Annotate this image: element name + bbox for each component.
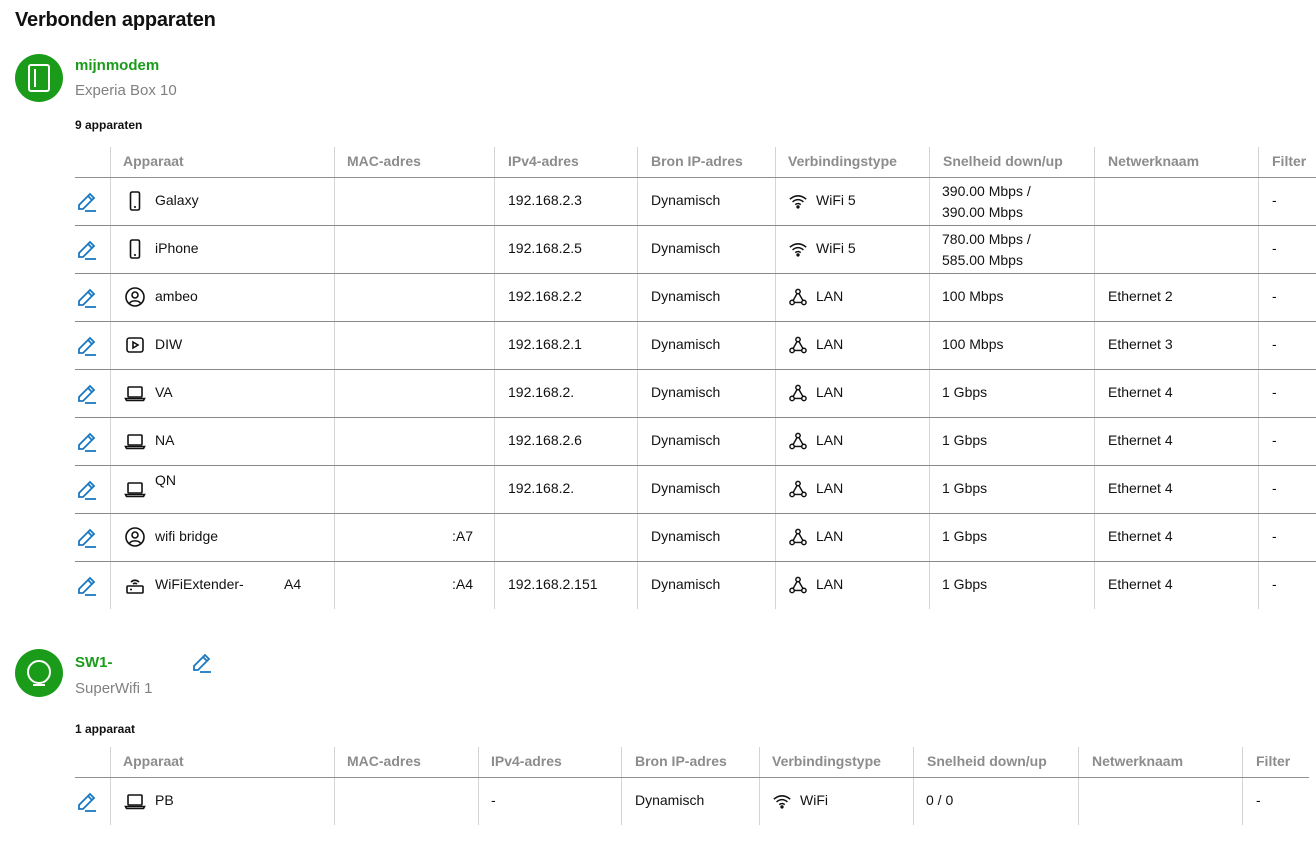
column-header-device[interactable]: Apparaat	[123, 753, 184, 769]
connection-type: LAN	[816, 432, 844, 448]
column-separator	[913, 778, 914, 825]
column-separator	[110, 747, 111, 777]
column-separator	[775, 514, 776, 561]
laptop-icon	[124, 382, 146, 404]
column-separator	[494, 466, 495, 513]
wifi-icon	[788, 239, 808, 259]
column-header-filter[interactable]: Filter	[1272, 153, 1307, 169]
filter-status: -	[1256, 792, 1261, 808]
edit-icon[interactable]	[76, 286, 98, 308]
column-separator	[929, 226, 930, 273]
column-separator	[1094, 322, 1095, 369]
laptop-icon	[124, 430, 146, 452]
speed-down-up: 100 Mbps	[942, 288, 1004, 304]
column-separator	[1242, 778, 1243, 825]
person-icon	[124, 526, 146, 548]
filter-status: -	[1272, 576, 1277, 592]
ip-source: Dynamisch	[651, 240, 721, 256]
header-divider	[75, 777, 1309, 778]
column-separator	[929, 370, 930, 417]
column-separator	[637, 147, 638, 177]
row-divider	[75, 273, 1316, 274]
device-name: DIW	[155, 336, 183, 352]
connection-type: LAN	[816, 576, 844, 592]
speed-down: 390.00 Mbps /	[942, 183, 1031, 199]
speed-down-up: 1 Gbps	[942, 432, 988, 448]
column-separator	[1258, 147, 1259, 177]
device-name: ambeo	[155, 288, 198, 304]
column-separator	[110, 226, 111, 273]
column-separator	[110, 466, 111, 513]
lan-icon	[788, 527, 808, 547]
column-header-conn[interactable]: Verbindingstype	[788, 153, 897, 169]
mac-address: :A7	[452, 528, 474, 544]
column-separator	[334, 418, 335, 465]
modem-device-icon	[15, 54, 63, 102]
modem-name: mijnmodem	[75, 57, 160, 74]
device-name: QN	[155, 472, 176, 488]
column-separator	[494, 178, 495, 225]
edit-icon[interactable]	[76, 238, 98, 260]
column-separator	[110, 322, 111, 369]
mac-address: :A4	[452, 576, 474, 592]
column-separator	[637, 562, 638, 609]
edit-icon[interactable]	[76, 574, 98, 596]
column-separator	[494, 514, 495, 561]
network-name: Ethernet 4	[1108, 384, 1173, 400]
ipv4-address: 192.168.2.5	[508, 240, 582, 256]
column-separator	[637, 226, 638, 273]
filter-status: -	[1272, 432, 1277, 448]
column-separator	[1094, 274, 1095, 321]
column-separator	[775, 466, 776, 513]
superwifi-model: SuperWifi 1	[75, 680, 153, 697]
connection-type: LAN	[816, 288, 844, 304]
column-separator	[637, 274, 638, 321]
phone-icon	[124, 190, 146, 212]
column-separator	[478, 747, 479, 777]
ipv4-address: 192.168.2.3	[508, 192, 582, 208]
column-separator	[1258, 562, 1259, 609]
column-separator	[637, 178, 638, 225]
column-separator	[929, 322, 930, 369]
column-separator	[334, 178, 335, 225]
device-name: PB	[155, 792, 174, 808]
column-separator	[110, 178, 111, 225]
column-header-network[interactable]: Netwerknaam	[1108, 153, 1200, 169]
column-separator	[759, 778, 760, 825]
column-separator	[110, 514, 111, 561]
column-separator	[929, 562, 930, 609]
column-separator	[775, 370, 776, 417]
modem-device-count: 9 apparaten	[75, 118, 143, 132]
edit-icon[interactable]	[76, 190, 98, 212]
column-separator	[334, 466, 335, 513]
row-divider	[75, 513, 1316, 514]
device-name: iPhone	[155, 240, 199, 256]
column-separator	[110, 562, 111, 609]
device-name: WiFiExtender-	[155, 576, 244, 592]
connection-type: LAN	[816, 480, 844, 496]
column-separator	[775, 178, 776, 225]
speed-down-up: 1 Gbps	[942, 384, 988, 400]
column-separator	[1094, 178, 1095, 225]
speed-down-up: 0 / 0	[926, 792, 954, 808]
column-separator	[1094, 562, 1095, 609]
lan-icon	[788, 431, 808, 451]
speed-down-up: 1 Gbps	[942, 528, 988, 544]
edit-icon[interactable]	[76, 334, 98, 356]
column-header-conn[interactable]: Verbindingstype	[772, 753, 881, 769]
column-separator	[494, 562, 495, 609]
person-icon	[124, 286, 146, 308]
ipv4-address: 192.168.2.1	[508, 336, 582, 352]
ipv4-address: 192.168.2.151	[508, 576, 598, 592]
column-separator	[334, 147, 335, 177]
ip-source: Dynamisch	[651, 480, 721, 496]
column-separator	[110, 370, 111, 417]
column-separator	[637, 322, 638, 369]
ipv4-address: 192.168.2.2	[508, 288, 582, 304]
column-separator	[494, 322, 495, 369]
ip-source: Dynamisch	[651, 432, 721, 448]
wifi-icon	[788, 191, 808, 211]
filter-status: -	[1272, 192, 1277, 208]
device-name: Galaxy	[155, 192, 199, 208]
column-separator	[913, 747, 914, 777]
filter-status: -	[1272, 528, 1277, 544]
speed-down: 780.00 Mbps /	[942, 231, 1031, 247]
network-name: Ethernet 4	[1108, 528, 1173, 544]
laptop-icon	[124, 478, 146, 500]
filter-status: -	[1272, 240, 1277, 256]
lan-icon	[788, 383, 808, 403]
ipv4-address: 192.168.2.	[508, 384, 575, 400]
superwifi-edit-icon[interactable]	[191, 651, 213, 673]
column-separator	[637, 514, 638, 561]
column-separator	[1094, 514, 1095, 561]
connection-type: WiFi 5	[816, 240, 856, 256]
network-name: Ethernet 3	[1108, 336, 1173, 352]
column-separator	[759, 747, 760, 777]
column-separator	[929, 178, 930, 225]
column-separator	[1258, 466, 1259, 513]
ip-source: Dynamisch	[651, 384, 721, 400]
column-header-source[interactable]: Bron IP-adres	[651, 153, 743, 169]
column-separator	[929, 418, 930, 465]
superwifi-device-count: 1 apparaat	[75, 722, 136, 736]
column-separator	[1094, 370, 1095, 417]
column-separator	[775, 562, 776, 609]
ipv4-address: -	[491, 792, 496, 808]
column-separator	[1094, 466, 1095, 513]
column-header-device[interactable]: Apparaat	[123, 153, 184, 169]
column-separator	[334, 778, 335, 825]
filter-status: -	[1272, 384, 1277, 400]
ip-source: Dynamisch	[651, 192, 721, 208]
column-separator	[1242, 747, 1243, 777]
column-header-ip[interactable]: IPv4-adres	[491, 753, 562, 769]
connection-type: WiFi	[800, 792, 828, 808]
lan-icon	[788, 479, 808, 499]
column-header-mac[interactable]: MAC-adres	[347, 753, 421, 769]
speed-down-up: 100 Mbps	[942, 336, 1004, 352]
column-separator	[334, 562, 335, 609]
filter-status: -	[1272, 480, 1277, 496]
column-separator	[1258, 322, 1259, 369]
edit-icon[interactable]	[76, 382, 98, 404]
ip-source: Dynamisch	[651, 576, 721, 592]
device-name: wifi bridge	[155, 528, 219, 544]
column-separator	[1258, 274, 1259, 321]
edit-icon[interactable]	[76, 430, 98, 452]
column-separator	[637, 370, 638, 417]
column-separator	[1078, 747, 1079, 777]
column-separator	[494, 418, 495, 465]
column-separator	[334, 370, 335, 417]
laptop-icon	[124, 790, 146, 812]
column-separator	[1258, 370, 1259, 417]
column-separator	[1258, 178, 1259, 225]
filter-status: -	[1272, 288, 1277, 304]
column-separator	[478, 778, 479, 825]
network-name: Ethernet 4	[1108, 432, 1173, 448]
column-separator	[334, 274, 335, 321]
row-divider	[75, 321, 1316, 322]
ip-source: Dynamisch	[651, 336, 721, 352]
modem-model: Experia Box 10	[75, 82, 177, 99]
device-name-suffix: A4	[284, 576, 302, 592]
ipv4-address: 192.168.2.6	[508, 432, 582, 448]
column-separator	[334, 226, 335, 273]
speed-down-up	[942, 229, 1031, 271]
column-separator	[775, 147, 776, 177]
column-separator	[494, 370, 495, 417]
column-header-source[interactable]: Bron IP-adres	[635, 753, 727, 769]
ip-source: Dynamisch	[651, 288, 721, 304]
column-separator	[110, 778, 111, 825]
device-name: NA	[155, 432, 175, 448]
column-separator	[929, 514, 930, 561]
device-name: VA	[155, 384, 173, 400]
column-separator	[775, 226, 776, 273]
network-name: Ethernet 4	[1108, 480, 1173, 496]
ip-source: Dynamisch	[651, 528, 721, 544]
column-separator	[110, 147, 111, 177]
connection-type: LAN	[816, 384, 844, 400]
lan-icon	[788, 335, 808, 355]
edit-icon[interactable]	[76, 526, 98, 548]
edit-icon[interactable]	[76, 478, 98, 500]
row-divider	[75, 369, 1316, 370]
row-divider	[75, 417, 1316, 418]
lan-icon	[788, 287, 808, 307]
column-header-network[interactable]: Netwerknaam	[1092, 753, 1184, 769]
column-header-mac[interactable]: MAC-adres	[347, 153, 421, 169]
column-separator	[637, 418, 638, 465]
speed-down-up	[942, 181, 1031, 223]
column-separator	[1258, 418, 1259, 465]
column-separator	[1094, 226, 1095, 273]
connection-type: LAN	[816, 528, 844, 544]
column-separator	[110, 418, 111, 465]
column-header-speed[interactable]: Snelheid down/up	[943, 153, 1063, 169]
media-icon	[124, 334, 146, 356]
header-divider	[75, 177, 1316, 178]
column-separator	[334, 322, 335, 369]
ipv4-address: 192.168.2.	[508, 480, 575, 496]
lan-icon	[788, 575, 808, 595]
phone-icon	[124, 238, 146, 260]
column-header-filter[interactable]: Filter	[1256, 753, 1291, 769]
speed-up: 585.00 Mbps	[942, 252, 1023, 268]
filter-status: -	[1272, 336, 1277, 352]
row-divider	[75, 225, 1316, 226]
row-divider	[75, 561, 1316, 562]
column-separator	[775, 274, 776, 321]
column-separator	[621, 778, 622, 825]
column-separator	[494, 274, 495, 321]
column-separator	[334, 514, 335, 561]
column-separator	[929, 466, 930, 513]
column-header-ip[interactable]: IPv4-adres	[508, 153, 579, 169]
column-separator	[929, 147, 930, 177]
column-separator	[110, 274, 111, 321]
column-separator	[637, 466, 638, 513]
network-name: Ethernet 4	[1108, 576, 1173, 592]
row-divider	[75, 465, 1316, 466]
superwifi-name: SW1-	[75, 654, 113, 671]
speed-down-up: 1 Gbps	[942, 576, 988, 592]
router-icon	[124, 574, 146, 596]
column-separator	[929, 274, 930, 321]
superwifi-device-icon	[15, 649, 63, 697]
column-separator	[775, 322, 776, 369]
wifi-icon	[772, 791, 792, 811]
column-separator	[1094, 147, 1095, 177]
connection-type: LAN	[816, 336, 844, 352]
page-title: Verbonden apparaten	[15, 9, 216, 31]
column-separator	[621, 747, 622, 777]
column-separator	[494, 226, 495, 273]
column-separator	[494, 147, 495, 177]
speed-down-up: 1 Gbps	[942, 480, 988, 496]
column-header-speed[interactable]: Snelheid down/up	[927, 753, 1047, 769]
connection-type: WiFi 5	[816, 192, 856, 208]
column-separator	[775, 418, 776, 465]
edit-icon[interactable]	[76, 790, 98, 812]
ip-source: Dynamisch	[635, 792, 705, 808]
column-separator	[1258, 226, 1259, 273]
column-separator	[1078, 778, 1079, 825]
speed-up: 390.00 Mbps	[942, 204, 1023, 220]
column-separator	[334, 747, 335, 777]
column-separator	[1258, 514, 1259, 561]
network-name: Ethernet 2	[1108, 288, 1173, 304]
column-separator	[1094, 418, 1095, 465]
